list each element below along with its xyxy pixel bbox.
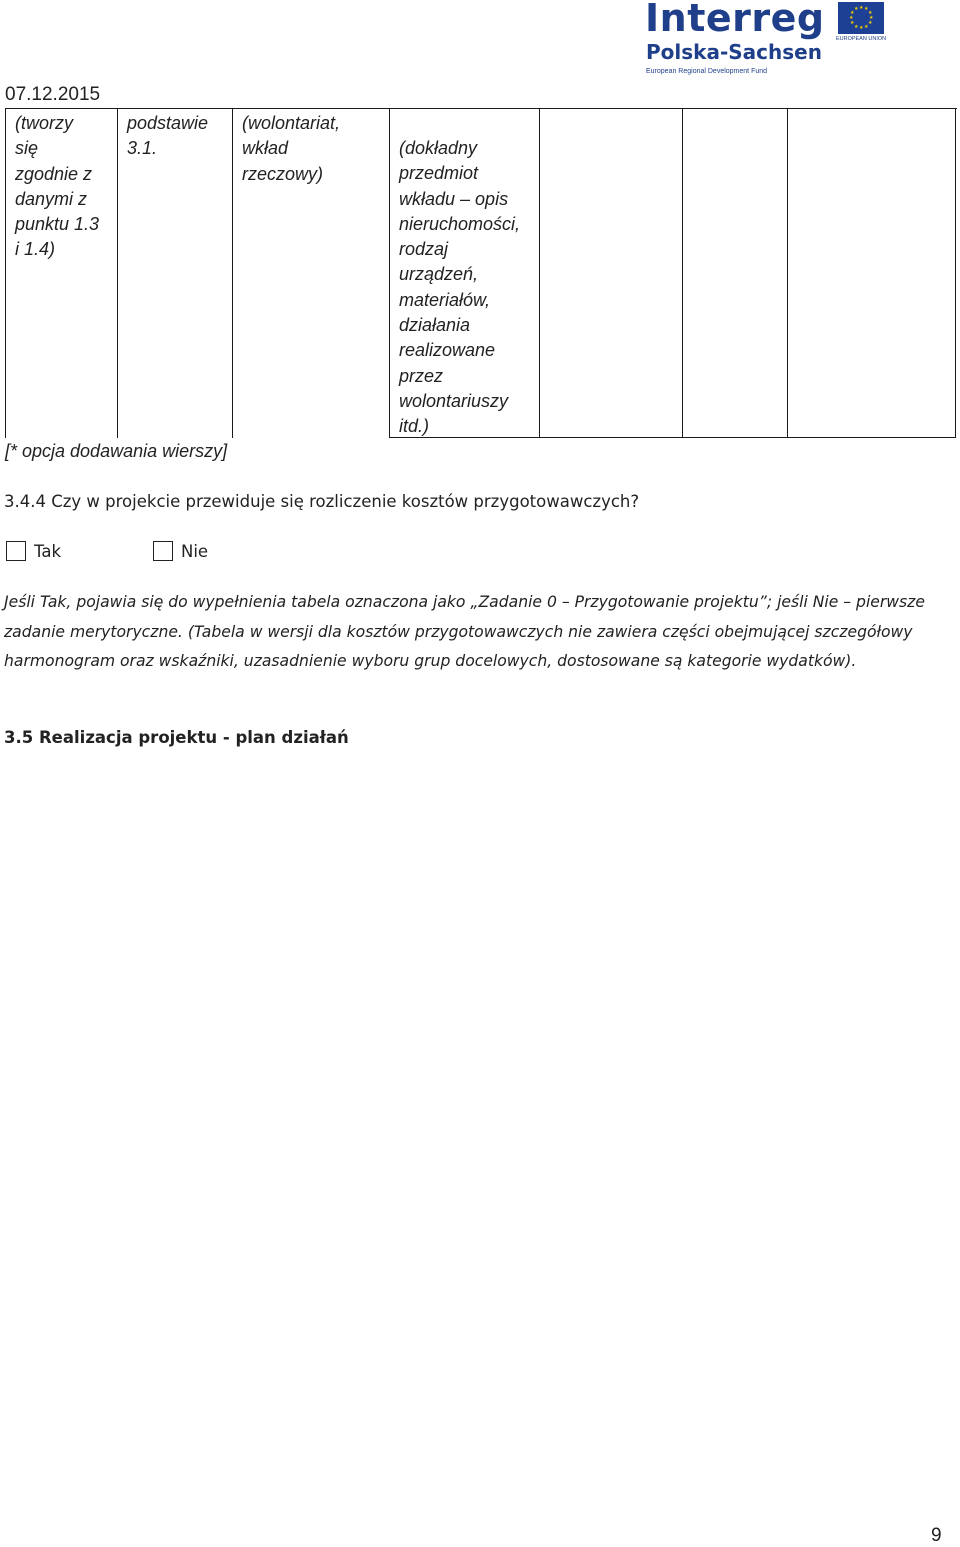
table-column-divider bbox=[539, 108, 540, 438]
svg-text:★: ★ bbox=[868, 10, 873, 16]
section-heading: 3.5 Realizacja projektu - plan działań bbox=[4, 728, 349, 747]
svg-text:★: ★ bbox=[854, 24, 859, 30]
svg-text:★: ★ bbox=[850, 10, 855, 16]
svg-text:★: ★ bbox=[849, 15, 854, 21]
table-right-border bbox=[955, 108, 956, 438]
checkbox-no[interactable] bbox=[153, 541, 173, 561]
table-column-divider bbox=[117, 108, 118, 438]
table-column-divider bbox=[232, 108, 233, 438]
table-left-border bbox=[5, 108, 6, 438]
eu-flag-icon bbox=[838, 2, 884, 34]
eu-label: EUROPEAN UNION bbox=[836, 36, 887, 42]
add-rows-option[interactable]: [* opcja dodawania wierszy] bbox=[5, 441, 228, 461]
logo-fund-text: European Regional Development Fund bbox=[646, 68, 768, 75]
explanation-paragraph: Jeśli Tak, pojawia się do wypełnienia tabela oznaczona jako „Zadanie 0 – Przygotowanie projektu”; jeśli Nie – pierwsze zadanie merytoryczne. (Tabela w wersji dla kosztów przygotowawczych nie zawiera części obejmującej szczegółowy harmonogram oraz wskaźniki, uzasadnienie wyboru grup docelowych, dostosowane są kategorie wydatków). bbox=[4, 593, 925, 670]
table-cell: (tworzy się zgodnie z danymi z punktu 1.3 i 1.4) bbox=[15, 113, 100, 260]
logo-subtitle: Polska-Sachsen bbox=[646, 40, 822, 64]
checkbox-no-label: Nie bbox=[181, 542, 209, 561]
interreg-logo bbox=[645, 0, 890, 80]
checkbox-yes-label: Tak bbox=[34, 542, 62, 561]
logo-title: Interreg bbox=[645, 0, 825, 40]
table-cell: (wolontariat, wkład rzeczowy) bbox=[242, 113, 341, 184]
table-column-divider bbox=[682, 108, 683, 438]
page-number: 9 bbox=[931, 1525, 942, 1546]
table-column-divider bbox=[389, 108, 390, 438]
table-top-border bbox=[5, 108, 957, 109]
svg-text:★: ★ bbox=[854, 6, 859, 12]
svg-text:★: ★ bbox=[859, 25, 864, 31]
question-text: 3.4.4 Czy w projekcie przewiduje się rozliczenie kosztów przygotowawczych? bbox=[4, 492, 640, 511]
svg-text:★: ★ bbox=[859, 5, 864, 11]
checkbox-yes[interactable] bbox=[6, 541, 26, 561]
svg-text:★: ★ bbox=[869, 15, 874, 21]
document-date: 07.12.2015 bbox=[5, 84, 101, 105]
svg-text:★: ★ bbox=[850, 20, 855, 26]
svg-text:★: ★ bbox=[864, 24, 869, 30]
svg-text:★: ★ bbox=[864, 6, 869, 12]
svg-text:★: ★ bbox=[868, 20, 873, 26]
table-cell: (dokładny przedmiot wkładu – opis nieruchomości, rodzaj urządzeń, materiałów, działania realizowane przez wolontariuszy itd.) bbox=[399, 138, 521, 437]
table-column-divider bbox=[787, 108, 788, 438]
table-cell: podstawie 3.1. bbox=[127, 113, 209, 159]
